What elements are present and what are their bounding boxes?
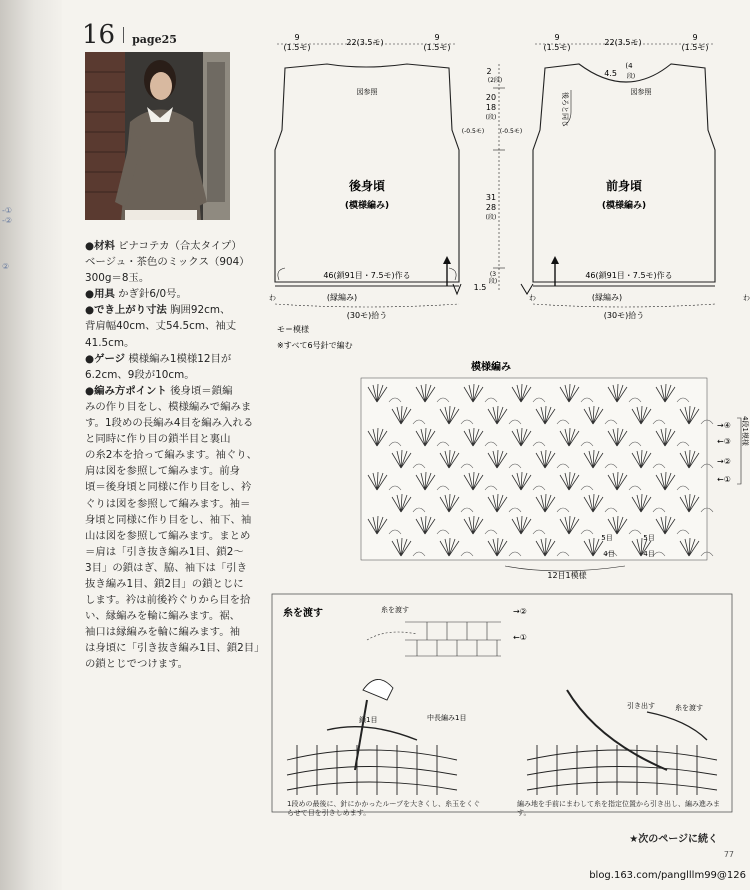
- spine-mark: -①: [2, 206, 13, 215]
- mid-dim: 20: [485, 93, 497, 102]
- mid-dim: 31: [485, 193, 497, 202]
- front-wa-left: わ: [529, 294, 536, 302]
- pattern-chart: [361, 360, 750, 580]
- points-line: 抜き編み1目、鎖2目」の鎖とじに: [85, 577, 244, 590]
- front-dim-right: 9: [692, 33, 698, 42]
- label-carry2: 糸を渡す: [675, 704, 703, 712]
- points-line: い、縁編みを輪に編みます。裾、: [85, 610, 241, 623]
- mid-dim: 2: [486, 67, 492, 76]
- row-label: ←③: [717, 437, 731, 446]
- points-line: ●編み方ポイント 後身頃＝鎖編: [85, 384, 233, 397]
- page-number: 77: [723, 850, 734, 859]
- pattern-header: [82, 20, 177, 50]
- material-line: ベージュ・茶色のミックス（904）: [85, 256, 250, 269]
- watermark-text: blog.163.com/panglllm99@126: [589, 870, 746, 881]
- front-dim-left: 9: [554, 33, 560, 42]
- material-line: 6.2cm、9段が10cm。: [85, 368, 195, 381]
- material-line: ●用具 かぎ針6/0号。: [85, 288, 187, 301]
- back-start: 46(鎖91目・7.5モ)作る: [323, 271, 411, 280]
- row-label: ←①: [717, 475, 731, 484]
- material-line: 背肩幅40cm、丈54.5cm、袖丈: [85, 320, 237, 333]
- points-line: ＝肩は「引き抜き編み1目、鎖2〜: [85, 545, 244, 558]
- points-line: す。1段めの長編み4目を編み入れる: [85, 417, 254, 430]
- chart-mark: 5目: [643, 534, 655, 542]
- pattern-number: 16: [82, 20, 116, 50]
- label-ch1: 鎖1目: [359, 716, 378, 724]
- middle-dimensions: [462, 64, 522, 292]
- material-line: 41.5cm。: [85, 336, 135, 349]
- front-pickup: (30モ)拾う: [603, 311, 645, 320]
- back-dim-left-mo: (1.5モ): [283, 43, 311, 52]
- points-line: みの作り目をし、模様編みで編みま: [85, 400, 252, 413]
- material-line: 300g＝8玉。: [85, 272, 150, 285]
- spine-mark: ②: [2, 262, 10, 271]
- front-neck-dim: (4: [625, 62, 633, 70]
- points-line: と同時に作り目の鎖半目と裏山: [85, 433, 231, 446]
- chart-mark: 4目: [603, 550, 615, 558]
- material-line: ●でき上がり寸法 胸囲92cm、: [85, 304, 231, 317]
- label-carry: 糸を渡す: [381, 606, 409, 614]
- mini-row-label: ←①: [513, 633, 527, 642]
- row-label: →②: [717, 457, 731, 466]
- mid-dim: (2段): [487, 77, 503, 84]
- back-ref: 図参照: [356, 88, 378, 96]
- page-reference: page25: [132, 33, 177, 46]
- points-line: します。衿は前後衿ぐりから目を拾: [85, 594, 251, 607]
- points-line: 身頃と同様に作り目をし、袖下、袖: [85, 513, 252, 526]
- front-sub: (模様編み): [601, 201, 647, 211]
- book-page: [62, 0, 750, 890]
- material-line: ●材料 ピナコテカ（合太タイプ）: [85, 240, 242, 252]
- mid-dim: (段): [485, 214, 497, 221]
- continue-note: ★次のページに続く: [629, 834, 718, 845]
- front-wa: わ: [743, 294, 750, 302]
- points-line: 3目」の鎖はぎ、脇、袖下は「引き: [85, 561, 248, 574]
- front-piece-diagram: [521, 33, 750, 320]
- front-dim-center: 22(3.5モ): [604, 38, 642, 47]
- sweater-photo: [85, 52, 230, 220]
- legend-mo: モ＝模様: [277, 325, 309, 334]
- back-edge: (縁編み): [326, 293, 358, 302]
- back-dim-right: 9: [434, 33, 440, 42]
- label-hdc: 中長編み1目: [427, 714, 467, 722]
- points-line: は身頃に「引き抜き編み1目、鎖2目」: [85, 642, 265, 655]
- mid-dim: 28: [485, 203, 497, 212]
- points-line: ぐりは図を参照して編みます。袖＝: [85, 497, 251, 510]
- mid-dim: (段): [485, 114, 497, 121]
- material-line: ●ゲージ 模様編み1模様12目が: [85, 352, 232, 365]
- technique-title: 糸を渡す: [283, 608, 323, 619]
- caption-step2: 編み地を手前にまわして糸を指定位置から引き出し、編み進みます。: [517, 800, 720, 817]
- front-edge: (縁編み): [591, 293, 623, 302]
- points-line: の糸2本を拾って編みます。袖ぐり、: [85, 449, 258, 462]
- mini-row-label: →②: [513, 607, 527, 616]
- book-spine: [0, 0, 62, 890]
- points-line: 山は図を参照して編みます。まとめ: [85, 529, 251, 542]
- back-piece-diagram: [269, 33, 461, 320]
- back-sub: (模様編み): [344, 201, 390, 211]
- back-label: 後身頃: [348, 179, 386, 193]
- front-neck-dim: 4.5: [604, 69, 617, 78]
- pattern-title: 模様編み: [471, 362, 511, 373]
- back-pickup: (30モ)拾う: [346, 311, 388, 320]
- points-line: の鎖とじでつけます。: [85, 658, 189, 671]
- back-dim-center: 22(3.5モ): [346, 38, 384, 47]
- points-line: 肩は図を参照して編みます。前身: [85, 465, 241, 478]
- knitting-diagrams: [267, 0, 750, 830]
- mid-dim: 段): [488, 278, 498, 285]
- diagram-area: [267, 0, 750, 890]
- back-dim-right-mo: (1.5モ): [423, 43, 451, 52]
- chart-mark: 4目: [643, 550, 655, 558]
- mid-dim: (-0.5モ): [461, 128, 485, 135]
- front-dim-left-mo: (1.5モ): [543, 43, 571, 52]
- pattern-description: [85, 238, 280, 673]
- mid-dim: (-0.5モ): [499, 128, 523, 135]
- points-line: 頃＝後身頃と同様に作り目をし、衿: [85, 481, 252, 494]
- sweater-photo-drawing: [85, 52, 230, 220]
- back-dim-left: 9: [294, 33, 300, 42]
- caption-step1: 1段めの最後に、針にかかったループを大きくし、糸玉をくぐらせて目を引きしめます。: [287, 800, 481, 817]
- label-pull: 引き出す: [627, 702, 655, 710]
- mid-dim: 18: [485, 103, 497, 112]
- front-neck-note: 後ろと同じ: [561, 92, 569, 127]
- front-neck-dim: 段): [626, 73, 636, 80]
- legend-note: ※すべて6号針で編む: [277, 341, 353, 350]
- back-wa: わ: [269, 294, 276, 302]
- repeat-rows-note: 4段1模様: [741, 416, 749, 446]
- mini-chart: [367, 622, 501, 656]
- front-label: 前身頃: [605, 179, 643, 193]
- spine-mark: -②: [2, 216, 13, 225]
- row-label: →④: [717, 421, 731, 430]
- mid-dim: (3: [489, 271, 497, 278]
- repeat-stitches: 12目1模様: [547, 571, 587, 580]
- chart-mark: 5目: [601, 534, 613, 542]
- header-divider: [123, 27, 124, 43]
- front-ref: 図参照: [630, 88, 652, 96]
- mid-dim: 1.5: [473, 283, 487, 292]
- illustration-step1: [287, 679, 457, 795]
- front-start: 46(鎖91目・7.5モ)作る: [585, 271, 673, 280]
- points-line: 袖口は縁編みを輪に編みます。袖: [85, 626, 241, 639]
- front-dim-right-mo: (1.5モ): [681, 43, 709, 52]
- technique-box: [272, 594, 732, 828]
